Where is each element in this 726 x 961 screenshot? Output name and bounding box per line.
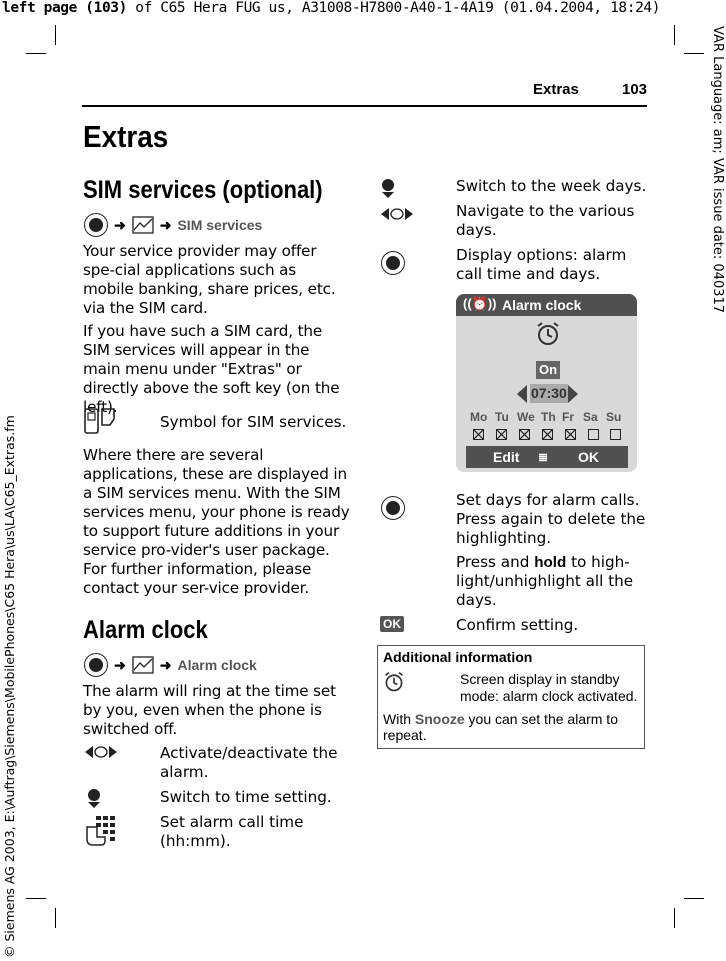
options-icon: ≣ [538,450,549,464]
alarm-clock-screen [456,294,637,472]
sim-symbol-text: Symbol for SIM services. [160,413,347,431]
alarm-heading: Alarm clock [83,616,208,644]
sim-para-3: Where there are several applications, these are displayed in a SIM services menu. With the SIM services menu, your phone is ready to support future additions in your service pro-vider's user package. For further information, please contact your ser-vice provider. [83,446,350,597]
alarm-nav-path [84,653,257,677]
screen-title-bar [456,294,637,316]
sim-para-2: If you have such a SIM card, the SIM services will appear in the main menu under "Extras" or directly above the soft key (on the left). [83,322,340,416]
sim-symbol-icon [83,407,117,437]
hold-pre: Press and [456,553,535,571]
day-checkbox-checked [496,429,507,440]
sim-heading: SIM services (optional) [83,176,323,204]
arrow-icon: ➜ [159,216,172,233]
day-checkbox-checked [519,429,530,440]
day-label: Mo [470,410,488,424]
day-label: Tu [495,410,509,424]
print-header-rest: of C65 Hera FUG us, A31008-H7800-A40-1-4A19 (01.04.2004, 18:24) [126,0,661,16]
arrow-icon: ➜ [114,216,126,233]
soft-key-left: Edit [493,449,520,465]
sim-para-1: Your service provider may offer spe-cial applications such as mobile banking, share prices, etc. via the SIM card. [83,242,336,317]
right-row-2: Navigate to the various days. [456,202,635,239]
keypad-icon [84,815,116,847]
sim-nav-path [84,213,262,237]
hold-text [456,553,636,610]
day-label: Sa [583,410,598,424]
snooze-post: you can set the alarm to repeat. [383,711,618,743]
alarm-state: On [536,361,560,379]
alarm-clock-icon [535,321,561,347]
soft-key-bar [466,446,628,468]
alarm-bell-icon: ((⏰)) [463,296,497,311]
additional-info-box [377,645,645,749]
nav-key-icon [84,213,108,237]
side-text-right: VAR Language: am; VAR issue date: 040317 [710,26,725,314]
day-checkbox-checked [565,429,576,440]
additional-info-title: Additional information [383,649,533,665]
additional-icon-text: Screen display in standby mode: alarm clock activated. [460,671,638,704]
page-title: Extras [83,119,169,154]
day-label: We [517,410,535,424]
time-right-arrow-icon [568,385,578,403]
screen-title: Alarm clock [502,297,582,313]
alarm-intro: The alarm will ring at the time set by you, even when the phone is switched off. [83,682,336,738]
day-checkbox-empty [610,429,621,440]
alarm-nav-label: Alarm clock [177,657,257,673]
alarm-clock-small-icon [383,671,405,693]
day-label: Th [541,410,556,424]
day-checkbox-empty [588,429,599,440]
sim-nav-label: SIM services [177,217,263,233]
extras-menu-icon [132,216,154,234]
header-rule [82,105,647,107]
nav-key-icon [381,251,405,275]
ok-key-icon: OK [380,616,404,632]
soft-key-right: OK [578,449,599,465]
right-row-1: Switch to the week days. [456,177,647,195]
down-key-icon [380,178,396,198]
print-header-bold: left page (103) [2,0,127,16]
nav-key-icon [84,653,108,677]
day-checkbox-checked [473,429,484,440]
day-label: Su [606,410,622,424]
snooze-word: Snooze [414,711,465,727]
left-right-key-icon [84,745,118,759]
nav-key-icon [381,496,405,520]
hold-post: to high-light/unhighlight all the days. [456,553,634,609]
hold-word: hold [534,554,567,571]
time-left-arrow-icon [517,385,527,403]
header-rule-tab [578,101,647,103]
running-head-page: 103 [622,81,648,98]
arrow-icon: ➜ [114,656,126,673]
right-row-5: Confirm setting. [456,616,579,634]
right-row-4: Set days for alarm calls. Press again to delete the highlighting. [456,491,646,547]
right-row-3: Display options: alarm call time and days. [456,246,627,283]
left-right-key-icon [380,207,414,221]
day-label: Fr [562,410,574,424]
arrow-icon: ➜ [159,656,172,673]
side-text-left: © Siemens AG 2003, E:\Auftrag\Siemens\MobilePhones\C65 Hera\us\LA\C65_Extras.fm [2,415,17,958]
print-header [2,0,726,16]
extras-menu-icon [132,656,154,674]
alarm-row-3: Set alarm call time (hh:mm). [160,813,304,850]
down-key-icon [86,788,102,808]
snooze-pre: With [383,711,415,727]
alarm-time: 07:30 [531,385,567,401]
alarm-row-2: Switch to time setting. [160,788,332,806]
snooze-text [383,711,638,743]
running-head-title: Extras [533,81,579,98]
day-checkbox-checked [542,429,553,440]
alarm-row-1: Activate/deactivate the alarm. [160,744,338,781]
